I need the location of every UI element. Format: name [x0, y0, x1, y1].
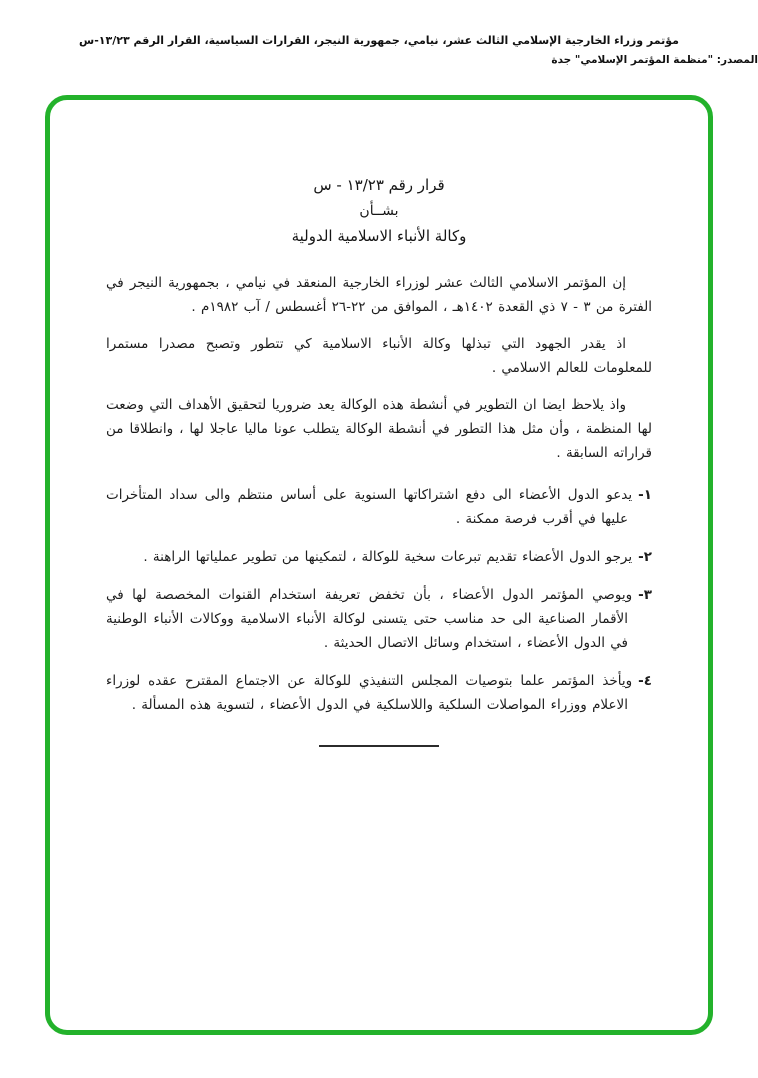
list-item-2 — [106, 545, 652, 569]
preamble-paragraph-2: اذ يقدر الجهود التي تبذلها وكالة الأنباء الاسلامية كي تتطور وتصبح مصدرا مستمرا للمعلومات للعالم الاسلامي . — [106, 336, 652, 377]
item-number: ٣- — [638, 587, 652, 604]
item-text: يرجو الدول الأعضاء تقديم تبرعات سخية للوكالة ، لتمكينها من تطوير عملياتها الراهنة . — [143, 549, 633, 566]
regarding-label: بشــأن — [359, 203, 399, 219]
preamble-paragraph-3: واذ يلاحظ ايضا ان التطوير في أنشطة هذه الوكالة يعد ضروريا لتحقيق الأهداف التي وضعت لها المنظمة ، وأن مثل هذا التطور في أنشطة الوكالة يتطلب عونا ماليا عاجلا لها ، وانطلاقا من قراراته السابقة . — [106, 397, 652, 462]
item-text: ويأخذ المؤتمر علما بتوصيات المجلس التنفيذي للوكالة عن الاجتماع المقترح عقده لوزراء الاعلام ووزراء المواصلات السلكية واللاسلكية في الدول الأعضاء ، لتسوية هذه المسألة . — [106, 673, 633, 714]
end-divider-line — [319, 745, 439, 747]
document-header — [0, 34, 758, 66]
item-number: ١- — [638, 487, 652, 504]
scan-border-frame — [45, 95, 713, 1035]
item-text: ويوصي المؤتمر الدول الأعضاء ، بأن تخفض تعريفة استخدام القنوات المخصصة لها في الأقمار الصناعية الى حد مناسب حتى يتسنى لوكالة الأنباء الاسلامية ووكالات الأنباء الوطنية في الدول الأعضاء ، استخدام وسائل الاتصال الحديثة . — [106, 587, 633, 652]
resolution-number-title: قرار رقم ١٣/٢٣ - س — [313, 176, 445, 194]
preamble-paragraph-1: إن المؤتمر الاسلامي الثالث عشر لوزراء الخارجية المنعقد في نيامي ، بجمهورية النيجر في الفترة من ٣ - ٧ ذي القعدة ١٤٠٢هـ ، الموافق من ٢٢-٢٦ أغسطس / آب ١٩٨٢م . — [106, 275, 652, 316]
item-number: ٢- — [638, 549, 652, 566]
list-item-3 — [106, 583, 652, 655]
resolution-items-list — [106, 483, 652, 717]
header-source: المصدر: "منظمة المؤتمر الإسلامي" جدة — [551, 53, 758, 66]
item-text: يدعو الدول الأعضاء الى دفع اشتراكاتها السنوية على أساس منتظم والى سداد المتأخرات عليها في أقرب فرصة ممكنة . — [106, 487, 633, 528]
resolution-subject: وكالة الأنباء الاسلامية الدولية — [291, 227, 467, 245]
item-number: ٤- — [638, 673, 652, 690]
list-item-4 — [106, 669, 652, 717]
header-citation: مؤتمر وزراء الخارجية الإسلامي الثالث عشر، نيامي، جمهورية النيجر، القرارات السياسية، القرار الرقم ١٣/٢٣-س — [79, 34, 679, 47]
list-item-1 — [106, 483, 652, 531]
